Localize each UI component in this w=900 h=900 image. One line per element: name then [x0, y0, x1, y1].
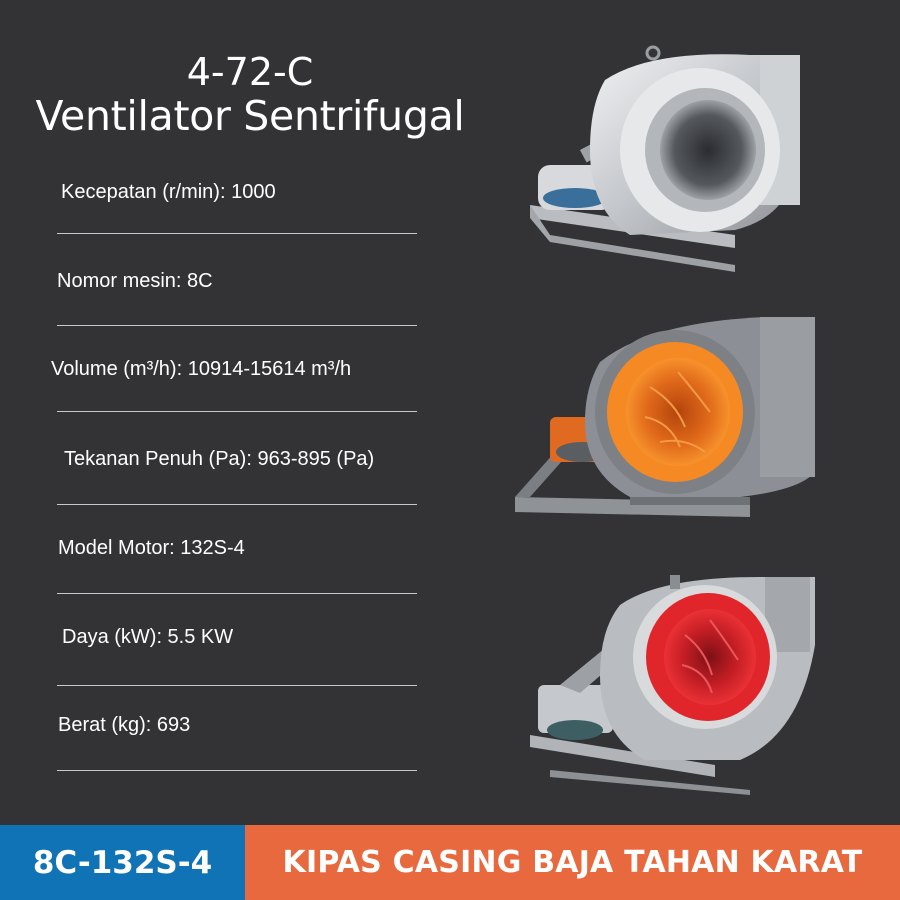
- divider: [57, 325, 417, 326]
- model-title: 4-72-C: [186, 50, 314, 94]
- spec-motor-model: Model Motor: 132S-4: [58, 537, 245, 559]
- tagline: KIPAS CASING BAJA TAHAN KARAT: [282, 845, 863, 880]
- spec-volume: Volume (m³/h): 10914-15614 m³/h: [51, 358, 352, 380]
- spec-pressure: Tekanan Penuh (Pa): 963-895 (Pa): [64, 448, 375, 470]
- divider: [57, 593, 417, 594]
- divider: [57, 770, 417, 771]
- stainless-steel-fan-image: [520, 40, 810, 275]
- divider: [57, 411, 417, 412]
- spec-weight: Berat (kg): 693: [58, 714, 191, 736]
- divider: [57, 685, 417, 686]
- model-code: 8C-132S-4: [32, 844, 213, 881]
- spec-power: Daya (kW): 5.5 KW: [62, 626, 234, 648]
- tagline-banner: [245, 825, 900, 900]
- spec-machine-number: Nomor mesin: 8C: [57, 270, 213, 292]
- divider: [57, 233, 417, 234]
- product-title: Ventilator Sentrifugal: [35, 92, 465, 140]
- model-code-banner: [0, 825, 245, 900]
- spec-speed: Kecepatan (r/min): 1000: [61, 181, 276, 203]
- divider: [57, 504, 417, 505]
- orange-impeller-fan-image: [510, 312, 820, 524]
- red-impeller-fan-image: [520, 565, 820, 795]
